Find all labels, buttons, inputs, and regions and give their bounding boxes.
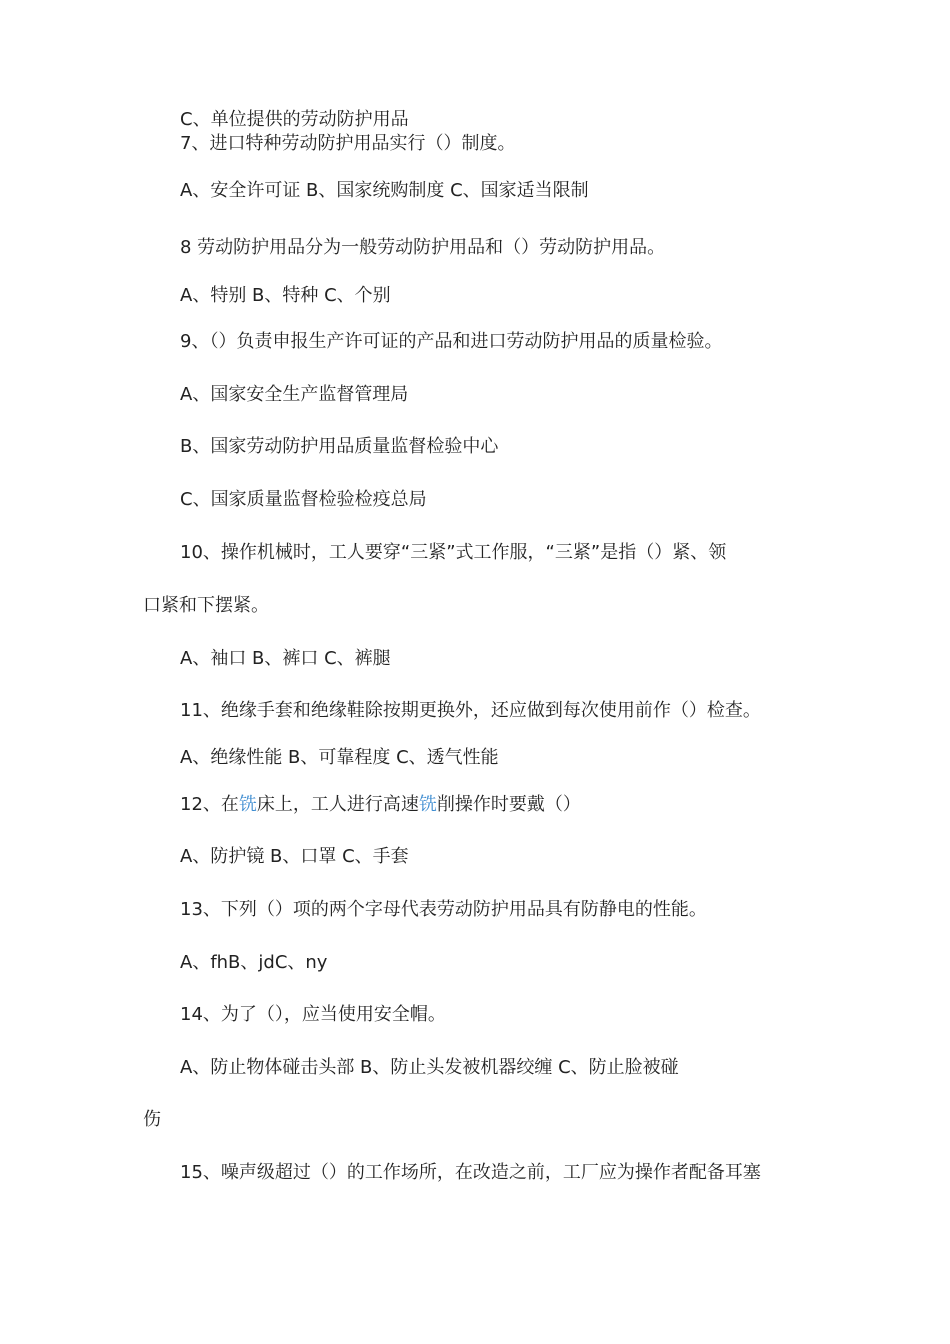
answer-option-line: A、袖口 B、裤口 C、裤腿 xyxy=(180,648,391,669)
question-7: 7、进口特种劳动防护用品实行（）制度。 xyxy=(180,133,516,154)
answer-option-line: A、国家安全生产监督管理局 xyxy=(180,384,409,405)
answer-option-line: A、绝缘性能 B、可靠程度 C、透气性能 xyxy=(180,747,499,768)
answer-option-line: A、防止物体碰击头部 B、防止头发被机器绞缠 C、防止脸被碰 xyxy=(180,1057,679,1078)
question-10-continued: 口紧和下摆紧。 xyxy=(143,595,269,616)
answer-option-line: A、安全许可证 B、国家统购制度 C、国家适当限制 xyxy=(180,180,589,201)
answer-option-line: A、fhB、jdC、ny xyxy=(180,952,328,973)
question-11: 11、绝缘手套和绝缘鞋除按期更换外，还应做到每次使用前作（）检查。 xyxy=(180,700,761,721)
answer-option-line: C、国家质量监督检验检疫总局 xyxy=(180,489,427,510)
question-14: 14、为了（），应当使用安全帽。 xyxy=(180,1004,446,1025)
question-12 xyxy=(180,793,581,817)
answer-option-line: A、防护镜 B、口罩 C、手套 xyxy=(180,846,409,867)
question-13: 13、下列（）项的两个字母代表劳动防护用品具有防静电的性能。 xyxy=(180,899,707,920)
keyword-link[interactable]: 铣 xyxy=(418,794,437,815)
answer-option-continued: 伤 xyxy=(143,1109,161,1130)
answer-option-line: B、国家劳动防护用品质量监督检验中心 xyxy=(180,436,499,457)
question-12-text: 12、在 xyxy=(180,794,239,815)
question-15: 15、噪声级超过（）的工作场所，在改造之前，工厂应为操作者配备耳塞 xyxy=(180,1162,761,1183)
question-12-text: 削操作时要戴（） xyxy=(436,794,581,815)
question-9: 9、（）负责申报生产许可证的产品和进口劳动防护用品的质量检验。 xyxy=(180,331,723,352)
keyword-link[interactable]: 铣 xyxy=(238,794,257,815)
answer-option-line: A、特别 B、特种 C、个别 xyxy=(180,285,391,306)
question-8: 8 劳动防护用品分为一般劳动防护用品和（）劳动防护用品。 xyxy=(180,237,666,258)
answer-option-line: C、单位提供的劳动防护用品 xyxy=(180,109,409,130)
question-10: 10、操作机械时，工人要穿“三紧”式工作服，“三紧”是指（）紧、领 xyxy=(180,542,727,563)
question-12-text: 床上，工人进行高速 xyxy=(256,794,419,815)
